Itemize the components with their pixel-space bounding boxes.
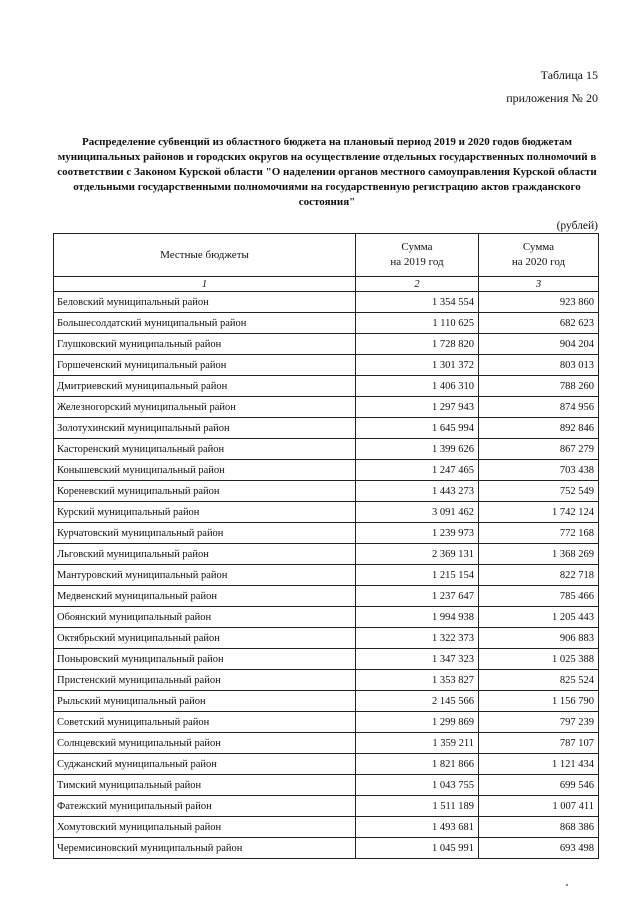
table-row <box>54 754 599 775</box>
sum-2020: 1 156 790 <box>479 691 599 712</box>
header-sum-2019-line1: Сумма <box>401 241 433 253</box>
municipal-district-name: Мантуровский муниципальный район <box>54 565 356 586</box>
municipal-district-name: Беловский муниципальный район <box>54 292 356 313</box>
scan-speck <box>566 884 568 886</box>
municipal-district-name: Обоянский муниципальный район <box>54 607 356 628</box>
municipal-district-name: Железногорский муниципальный район <box>54 397 356 418</box>
sum-2020: 822 718 <box>479 565 599 586</box>
table-row <box>54 544 599 565</box>
sum-2020: 874 956 <box>479 397 599 418</box>
municipal-district-name: Поныровский муниципальный район <box>54 649 356 670</box>
sum-2020: 787 107 <box>479 733 599 754</box>
municipal-district-name: Хомутовский муниципальный район <box>54 817 356 838</box>
sum-2020: 923 860 <box>479 292 599 313</box>
municipal-district-name: Конышевский муниципальный район <box>54 460 356 481</box>
sum-2019: 1 297 943 <box>356 397 479 418</box>
municipal-district-name: Рыльский муниципальный район <box>54 691 356 712</box>
sum-2019: 2 369 131 <box>356 544 479 565</box>
sum-2019: 1 110 625 <box>356 313 479 334</box>
header-local-budgets: Местные бюджеты <box>54 234 356 277</box>
sum-2020: 703 438 <box>479 460 599 481</box>
sum-2019: 2 145 566 <box>356 691 479 712</box>
municipal-district-name: Касторенский муниципальный район <box>54 439 356 460</box>
sum-2020: 1 121 434 <box>479 754 599 775</box>
sum-2020: 682 623 <box>479 313 599 334</box>
table-row <box>54 334 599 355</box>
sum-2019: 1 045 991 <box>356 838 479 859</box>
municipal-district-name: Черемисиновский муниципальный район <box>54 838 356 859</box>
sum-2019: 1 215 154 <box>356 565 479 586</box>
sum-2020: 825 524 <box>479 670 599 691</box>
sum-2020: 892 846 <box>479 418 599 439</box>
table-row <box>54 502 599 523</box>
table-row <box>54 292 599 313</box>
table-row <box>54 607 599 628</box>
table-row <box>54 418 599 439</box>
table-number-label: Таблица 15 <box>540 68 598 82</box>
sum-2019: 1 322 373 <box>356 628 479 649</box>
table-row <box>54 838 599 859</box>
table-row <box>54 397 599 418</box>
sum-2020: 772 168 <box>479 523 599 544</box>
municipal-district-name: Льговский муниципальный район <box>54 544 356 565</box>
sum-2020: 1 025 388 <box>479 649 599 670</box>
municipal-district-name: Фатежский муниципальный район <box>54 796 356 817</box>
subsidy-table <box>53 233 599 859</box>
sum-2019: 1 645 994 <box>356 418 479 439</box>
municipal-district-name: Медвенский муниципальный район <box>54 586 356 607</box>
municipal-district-name: Пристенский муниципальный район <box>54 670 356 691</box>
sum-2019: 1 821 866 <box>356 754 479 775</box>
column-number-row <box>54 277 599 292</box>
header-sum-2020-line1: Сумма <box>522 241 555 253</box>
sum-2019: 1 493 681 <box>356 817 479 838</box>
sum-2020: 1 742 124 <box>479 502 599 523</box>
table-row <box>54 649 599 670</box>
sum-2019: 1 347 323 <box>356 649 479 670</box>
table-row <box>54 712 599 733</box>
table-row <box>54 775 599 796</box>
sum-2019: 1 239 973 <box>356 523 479 544</box>
table-row <box>54 439 599 460</box>
header-sum-2019-line2: на 2019 год <box>390 256 444 268</box>
sum-2019: 1 728 820 <box>356 334 479 355</box>
sum-2019: 1 353 827 <box>356 670 479 691</box>
municipal-district-name: Курчатовский муниципальный район <box>54 523 356 544</box>
column-number-1: 1 <box>54 277 356 292</box>
sum-2019: 1 043 755 <box>356 775 479 796</box>
sum-2020: 788 260 <box>479 376 599 397</box>
sum-2019: 1 406 310 <box>356 376 479 397</box>
sum-2019: 1 301 372 <box>356 355 479 376</box>
municipal-district-name: Горшеченский муниципальный район <box>54 355 356 376</box>
table-row <box>54 376 599 397</box>
sum-2019: 1 443 273 <box>356 481 479 502</box>
table-row <box>54 691 599 712</box>
table-row <box>54 565 599 586</box>
table-row <box>54 313 599 334</box>
sum-2020: 785 466 <box>479 586 599 607</box>
sum-2020: 693 498 <box>479 838 599 859</box>
municipal-district-name: Глушковский муниципальный район <box>54 334 356 355</box>
table-row <box>54 460 599 481</box>
table-row <box>54 586 599 607</box>
sum-2019: 1 994 938 <box>356 607 479 628</box>
sum-2019: 1 399 626 <box>356 439 479 460</box>
table-row <box>54 481 599 502</box>
document-title: Распределение субвенций из областного бюджета на плановый период 2019 и 2020 годов бюджетам муниципальных районов и городских округов на осуществление отдельных государственных полномочий в соответствии с Законом Курской области "О наделении органов местного самоуправления Курской области отдельными государственными полномочиями на государственную регистрацию актов гражданского состояния" <box>57 136 597 208</box>
sum-2020: 803 013 <box>479 355 599 376</box>
sum-2019: 1 354 554 <box>356 292 479 313</box>
table-body <box>54 292 599 859</box>
table-row <box>54 733 599 754</box>
sum-2020: 867 279 <box>479 439 599 460</box>
table-row <box>54 670 599 691</box>
appendix-label: приложения № 20 <box>506 91 598 105</box>
sum-2019: 1 511 189 <box>356 796 479 817</box>
municipal-district-name: Советский муниципальный район <box>54 712 356 733</box>
sum-2019: 1 359 211 <box>356 733 479 754</box>
municipal-district-name: Кореневский муниципальный район <box>54 481 356 502</box>
table-row <box>54 796 599 817</box>
table-row <box>54 628 599 649</box>
municipal-district-name: Золотухинский муниципальный район <box>54 418 356 439</box>
sum-2020: 752 549 <box>479 481 599 502</box>
municipal-district-name: Солнцевский муниципальный район <box>54 733 356 754</box>
sum-2020: 797 239 <box>479 712 599 733</box>
header-sum-2020 <box>479 234 599 277</box>
sum-2020: 1 205 443 <box>479 607 599 628</box>
table-header-row <box>54 234 599 277</box>
municipal-district-name: Курский муниципальный район <box>54 502 356 523</box>
municipal-district-name: Суджанский муниципальный район <box>54 754 356 775</box>
municipal-district-name: Большесолдатский муниципальный район <box>54 313 356 334</box>
header-sum-2019 <box>356 234 479 277</box>
column-number-3: 3 <box>479 277 599 292</box>
table-row <box>54 523 599 544</box>
municipal-district-name: Октябрьский муниципальный район <box>54 628 356 649</box>
column-number-2: 2 <box>356 277 479 292</box>
sum-2020: 699 546 <box>479 775 599 796</box>
sum-2019: 1 299 869 <box>356 712 479 733</box>
table-row <box>54 355 599 376</box>
sum-2020: 1 368 269 <box>479 544 599 565</box>
sum-2019: 1 247 465 <box>356 460 479 481</box>
table-row <box>54 817 599 838</box>
unit-label: (рублей) <box>556 220 598 232</box>
sum-2020: 868 386 <box>479 817 599 838</box>
header-sum-2020-line2: на 2020 год <box>511 256 566 268</box>
sum-2020: 906 883 <box>479 628 599 649</box>
sum-2019: 1 237 647 <box>356 586 479 607</box>
sum-2019: 3 091 462 <box>356 502 479 523</box>
municipal-district-name: Дмитриевский муниципальный район <box>54 376 356 397</box>
sum-2020: 904 204 <box>479 334 599 355</box>
sum-2020: 1 007 411 <box>479 796 599 817</box>
municipal-district-name: Тимский муниципальный район <box>54 775 356 796</box>
